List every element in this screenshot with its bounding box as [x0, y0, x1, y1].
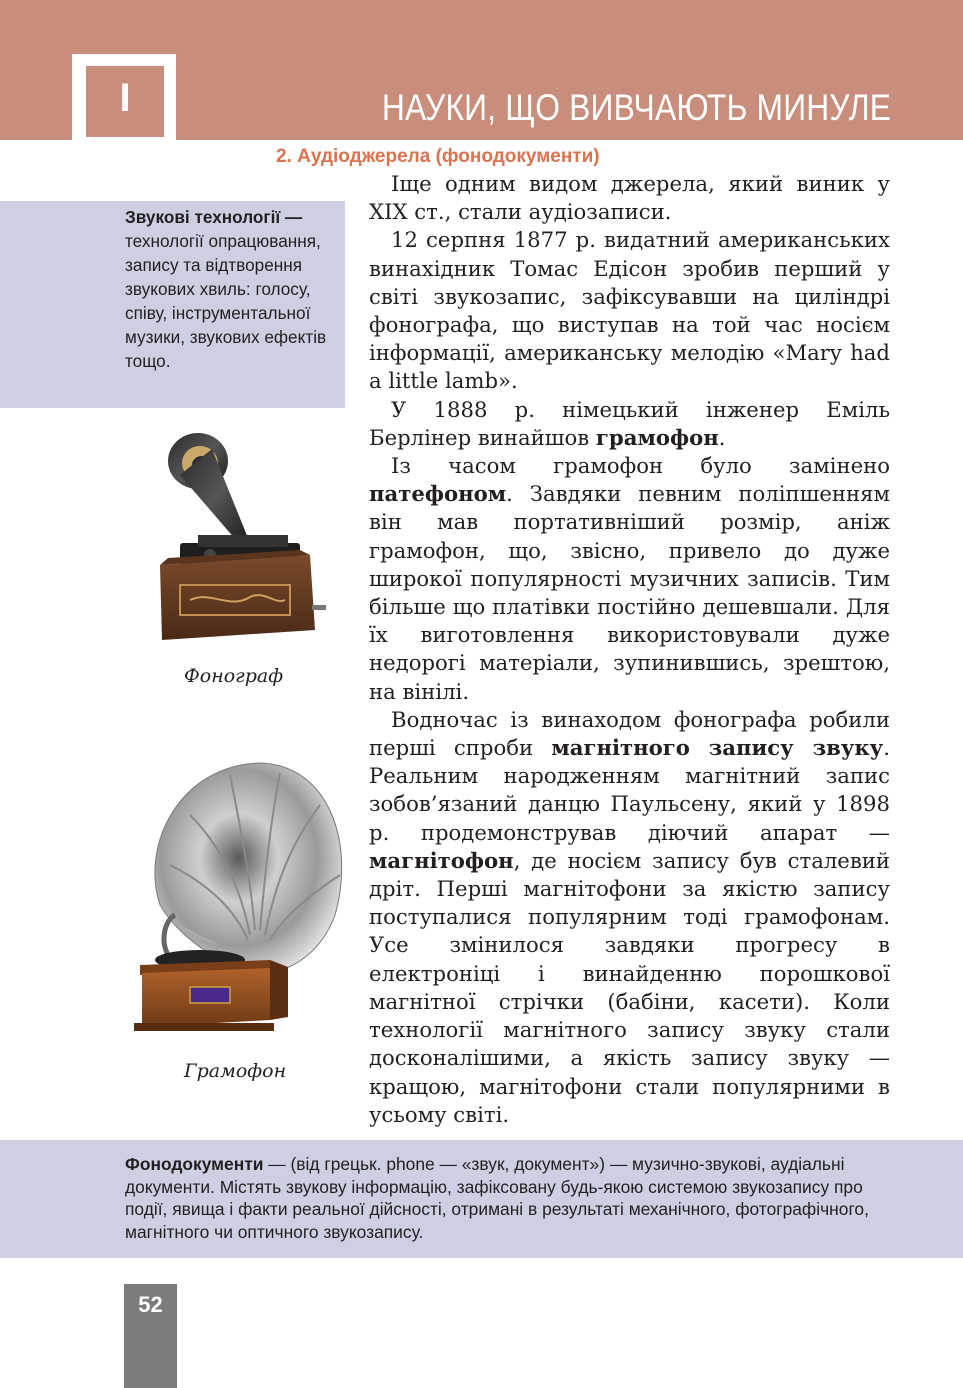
paragraph-5-text-a: Водночас із винаходом фонографа робили перші спроби — [369, 706, 890, 761]
paragraph-1: Іще одним видом джерела, який виник у XIX ст., стали аудіозаписи. — [369, 171, 890, 225]
sidebar-definition-term: Звукові технології — — [125, 207, 303, 227]
sidebar-definition-text: технології опрацювання, запису та відтворення звукових хвиль: голосу, співу, інструментальної музики, звукових ефектів тощо. — [125, 231, 327, 371]
footer-definition-text: — (від грецьк. phone — «звук, документ») — музично-звукові, аудіальні документи. Містять звукову інформацію, зафіксовану будь-якою системою звукозапису про події, явища і факти реальної дійсності, отримані в результаті механічного, фотографічного, магнітного чи оптичного звукозапису. — [125, 1154, 869, 1242]
paragraph-4-text-c: . Завдяки певним поліпшенням він мав портативніший розмір, аніж грамофон, що, звісно, привело до дуже широкої популярності музичних записів. Тим більше що платівки постійно дешевшали. Для їх виготовлення використовували дуже недорогі матеріали, зупинившись, зрештою, на вінілі. — [369, 481, 890, 704]
term-gramophone: грамофон — [595, 424, 719, 450]
main-article-text — [369, 170, 890, 1129]
chapter-title: НАУКИ, ЩО ВИВЧАЮТЬ МИНУЛЕ — [381, 87, 891, 128]
paragraph-3-text-a: У 1888 р. німецький інженер Еміль Берлінер винайшов — [369, 396, 890, 450]
term-patefon: патефоном — [369, 481, 507, 507]
paragraph-5-text-c: . Реальним народженням магнітний запис зобов’язаний данцю Паульсену, який у 1898 р. продемонстрував діючий апарат — — [369, 735, 890, 845]
term-magnetofon: магнітофон — [369, 847, 514, 873]
term-magnetic-recording: магнітного запису звуку — [551, 735, 884, 761]
phonograph-caption: Фонограф — [184, 665, 284, 687]
gramophone-caption: Грамофон — [184, 1060, 287, 1082]
gramophone-illustration — [120, 755, 350, 1035]
paragraph-3 — [369, 396, 890, 452]
paragraph-2: 12 серпня 1877 р. видатний американських винахідник Томас Едісон зробив перший у світі звукозапис, зафіксувавши на циліндрі фонографа, що виступав на той час носієм інформації, американську мелодію «Mary had a little lamb». — [369, 227, 890, 394]
paragraph-5-text-e: , де носієм запису був сталевий дріт. Перші магнітофони за якістю запису поступалися популярним тоді грамофонам. Усе змінилося завдяки прогресу в електроніці і винайденню порошкової магнітної стрічки (бабіни, касети). Коли технології магнітного запису звуку стали досконалішими, а якість запису звуку — кращою, магнітофони стали популярними в усьому світі. — [369, 847, 890, 1127]
footer-definition-box — [0, 1140, 963, 1258]
page-number: 52 — [138, 1292, 163, 1317]
chapter-numeral: I — [119, 76, 131, 120]
paragraph-4-text-a: Із часом грамофон було замінено — [391, 453, 890, 479]
paragraph-5 — [369, 706, 890, 1129]
footer-definition-term: Фонодокументи — [125, 1154, 264, 1174]
section-heading: 2. Аудіоджерела (фонодокументи) — [276, 146, 600, 167]
paragraph-4 — [369, 452, 890, 706]
sidebar-definition-box — [0, 201, 345, 408]
phonograph-illustration — [150, 425, 340, 650]
paragraph-3-text-c: . — [718, 424, 726, 450]
